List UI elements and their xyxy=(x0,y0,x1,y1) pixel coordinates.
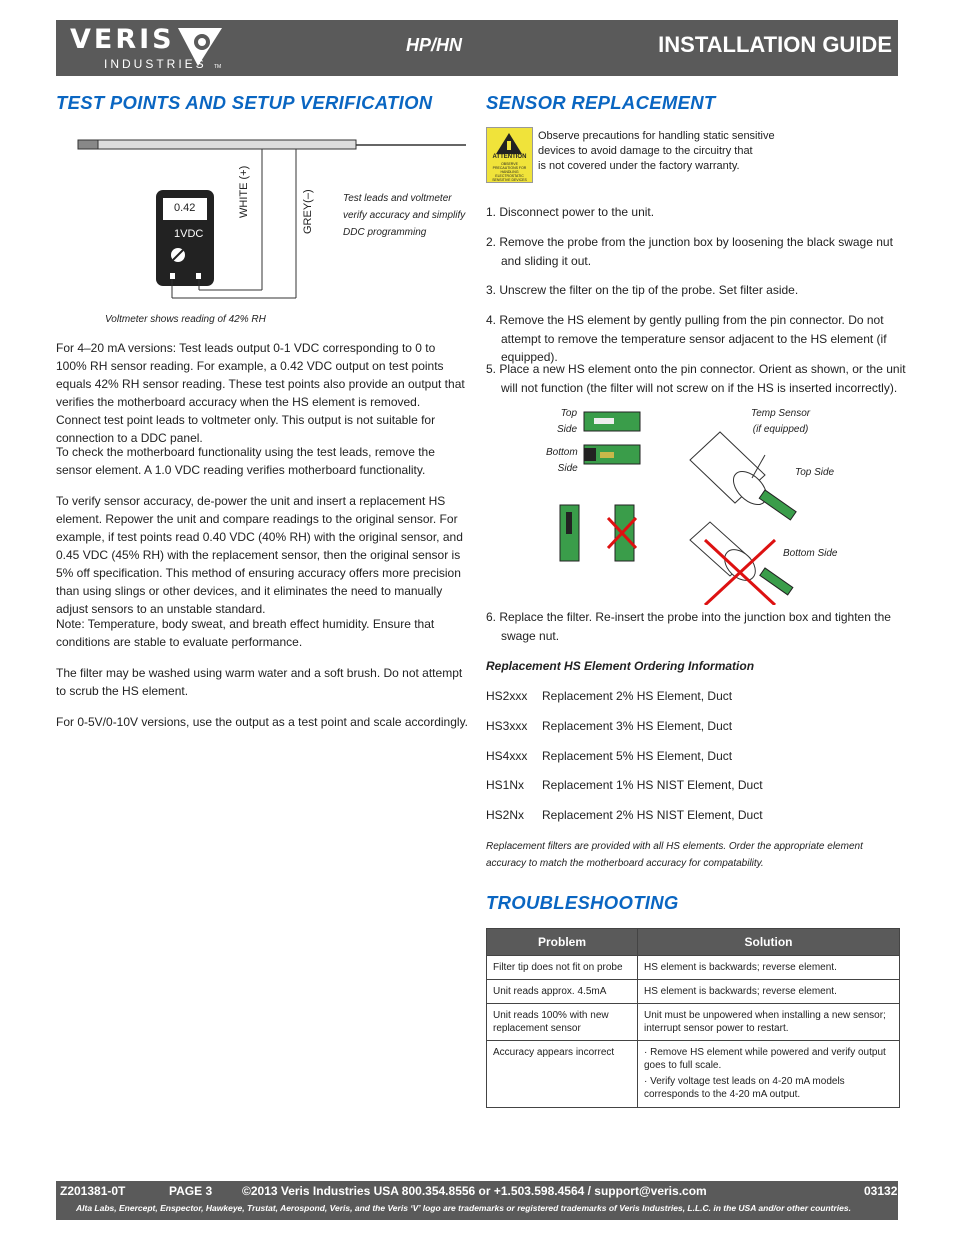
column-header-problem: Problem xyxy=(487,929,638,956)
page-number: PAGE 3 xyxy=(169,1184,213,1198)
voltmeter-caption: Voltmeter shows reading of 42% RH xyxy=(105,314,266,325)
doc-id: Z201381-0T xyxy=(60,1184,126,1198)
paragraph-voltage-versions: For 0-5V/0-10V versions, use the output as a test point and scale accordingly. xyxy=(56,715,469,729)
step-6: 6. Replace the filter. Re-insert the probe into the junction box and tighten the swage nut. xyxy=(486,610,891,643)
contact-info: ©2013 Veris Industries USA 800.354.8556 or +1.503.598.4564 / support@veris.com xyxy=(242,1184,707,1198)
table-row xyxy=(487,1004,900,1041)
solution-cell: · Remove HS element while powered and verify output goes to full scale. · Verify voltage test leads on 4-20 mA models corresponds to the 4-20 mA output. xyxy=(638,1041,900,1108)
ordering-note: Replacement filters are provided with all HS elements. Order the appropriate element accuracy to match the motherboard accuracy for compatability. xyxy=(486,841,863,869)
page-header xyxy=(56,20,898,76)
temp-sensor-label: Temp Sensor (if equipped) xyxy=(751,408,811,435)
static-note: Observe precautions for handling static sensitive devices to avoid damage to the circuitry that is not covered under the factory warranty. xyxy=(538,130,775,172)
attention-label: ATTENTION xyxy=(492,154,527,160)
veris-logo: VERIS xyxy=(70,24,175,55)
logo-subtitle: INDUSTRIES xyxy=(104,57,207,71)
ordering-title: Replacement HS Element Ordering Information xyxy=(486,659,755,673)
test-points-title: TEST POINTS AND SETUP VERIFICATION xyxy=(56,92,433,113)
attention-static-icon xyxy=(486,127,533,183)
probe-bottom-side-label: Bottom Side xyxy=(783,548,838,559)
troubleshooting-title: TROUBLESHOOTING xyxy=(486,892,679,913)
table-row xyxy=(487,1041,900,1108)
table-row xyxy=(487,956,900,980)
step-5: 5. Place a new HS element onto the pin connector. Orient as shown, or the unit will not function (the filter will not screw on if the HS is inserted incorrectly). xyxy=(486,362,906,395)
step-3: 3. Unscrew the filter on the tip of the probe. Set filter aside. xyxy=(486,283,799,297)
solution-cell: Unit must be unpowered when installing a new sensor; interrupt sensor power to restart. xyxy=(638,1004,900,1041)
meter-range: 1VDC xyxy=(174,228,204,240)
attention-fine-print: OBSERVE PRECAUTIONS FOR HANDLING ELECTROSTATIC SENSITIVE DEVICES xyxy=(492,162,527,182)
table-header-row xyxy=(487,929,900,956)
table-row xyxy=(487,980,900,1004)
doc-code: 03132 xyxy=(864,1184,898,1198)
solution-cell: HS element is backwards; reverse element. xyxy=(638,956,900,980)
troubleshooting-table xyxy=(486,928,900,1108)
problem-cell: Filter tip does not fit on probe xyxy=(487,956,638,980)
guide-title: INSTALLATION GUIDE xyxy=(658,32,892,57)
step-4: 4. Remove the HS element by gently pulling from the pin connector. Do not attempt to remove the temperature sensor adjacent to the HS element (if equipped). xyxy=(486,313,887,364)
problem-cell: Unit reads 100% with new replacement sensor xyxy=(487,1004,638,1041)
probe-top-side-label: Top Side xyxy=(795,467,835,478)
hs-element-diagram xyxy=(540,400,900,605)
wire-grey-label: GREY(–) xyxy=(302,189,314,234)
top-side-label: Top Side xyxy=(557,408,578,435)
step-2: 2. Remove the probe from the junction box by loosening the black swage nut and sliding it out. xyxy=(486,235,893,268)
problem-cell: Unit reads approx. 4.5mA xyxy=(487,980,638,1004)
wire-white-label: WHITE (+) xyxy=(238,165,250,218)
logo-trademark: TM xyxy=(214,64,222,70)
test-leads-note: Test leads and voltmeter verify accuracy and simplify DDC programming xyxy=(343,193,466,238)
bottom-side-label: Bottom Side xyxy=(546,447,578,474)
page-footer xyxy=(56,1181,898,1220)
trademark-notice: Alta Labs, Enercept, Enspector, Hawkeye, Trustat, Aerospond, Veris, and the Veris ‘V’ logo are trademarks or registered trademarks of Veris Industries, L.L.C. in the USA and/or other countries. xyxy=(76,1203,851,1213)
problem-cell: Accuracy appears incorrect xyxy=(487,1041,638,1108)
sensor-replacement-title: SENSOR REPLACEMENT xyxy=(486,92,716,113)
column-header-solution: Solution xyxy=(638,929,900,956)
model-name: HP/HN xyxy=(406,35,463,55)
solution-cell: HS element is backwards; reverse element. xyxy=(638,980,900,1004)
meter-reading: 0.42 xyxy=(174,202,196,214)
paragraph-note: Note: Temperature, body sweat, and breath effect humidity. Ensure that conditions are stable to evaluate performance. xyxy=(56,617,435,649)
paragraph-test-leads: For 4–20 mA versions: Test leads output 0-1 VDC corresponding to 0 to 100% RH sensor reading. For example, a 0.42 VDC output on test points equals 42% RH sensor reading. These test points also provide an output that verifies the motherboard accuracy when the HS element is removed. Connect test point leads to voltmeter only. This output is not suitable for connection to a DDC panel. xyxy=(56,341,465,445)
paragraph-filter-wash: The filter may be washed using warm water and a soft brush. Do not attempt to scrub the HS element. xyxy=(56,666,463,698)
paragraph-verify-accuracy: To verify sensor accuracy, de-power the unit and insert a replacement HS element. Repower the unit and compare readings to the original sensor. For example, if test points read 0.40 VDC (40% RH) with the original sensor, and 0.45 VDC (45% RH) with the replacement sensor, then the original sensor is 5% off specification. This method of ensuring accuracy offers more precision than using slings or other devices, and it eliminates the need to manually adjust sensors to an unstable standard. xyxy=(56,494,463,616)
step-1: 1. Disconnect power to the unit. xyxy=(486,205,655,219)
paragraph-motherboard-check: To check the motherboard functionality using the test leads, remove the sensor element. A 1.0 VDC reading verifies motherboard functionality. xyxy=(56,445,435,477)
